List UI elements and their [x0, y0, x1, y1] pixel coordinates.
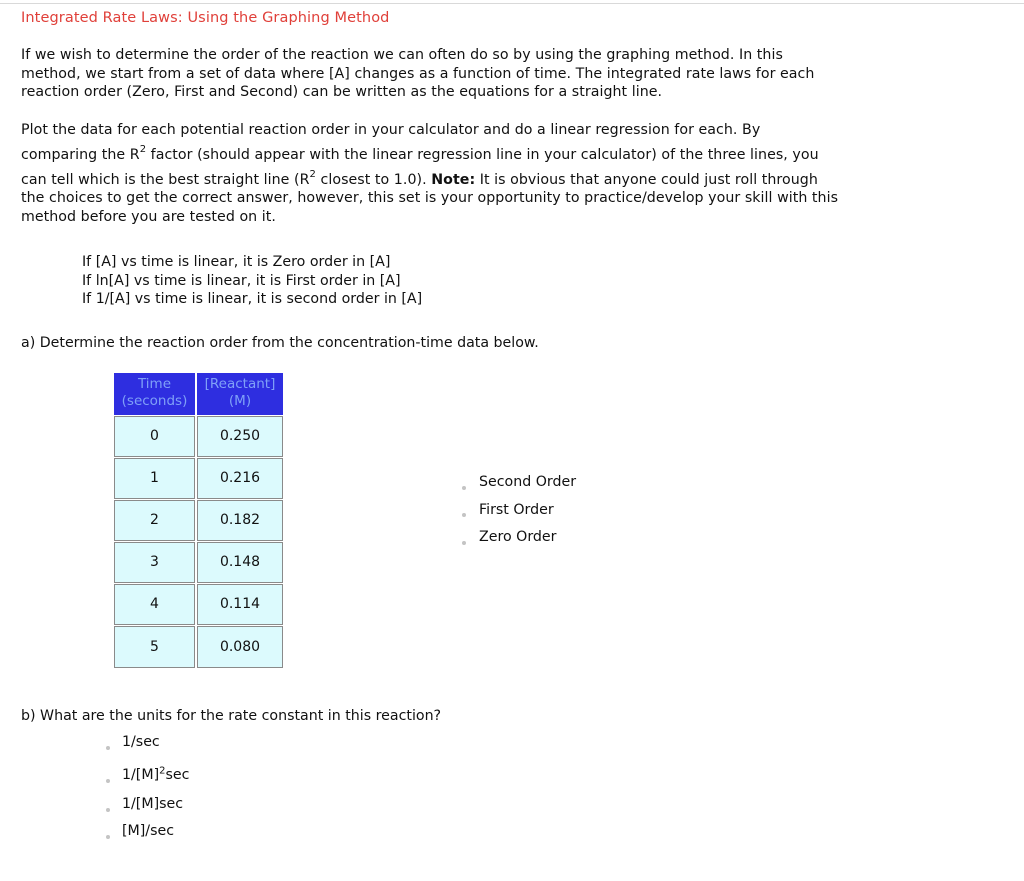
option-label[interactable]: Zero Order [479, 529, 557, 545]
option-label[interactable]: $1/[M]^2\sec$ [122, 765, 190, 783]
intro-line: reaction order (Zero, First and Second) can be written as the equations for a straight line. [21, 84, 663, 100]
table-header-reactant: [Reactant] (M) [197, 373, 283, 415]
table-cell-conc: 0.216 [197, 458, 283, 499]
note-label: Note: [431, 172, 476, 188]
table-cell-time: 0 [114, 416, 195, 457]
radio-button[interactable] [106, 835, 110, 839]
instructions-line: Plot the data for each potential reaction order in your calculator and do a linear regression for each. By [21, 122, 761, 138]
table-cell-time: 5 [114, 626, 195, 668]
table-cell-time: 4 [114, 584, 195, 625]
rule-zero-order: If [A] vs time is linear, it is Zero order in [A] [82, 254, 391, 270]
intro-line: method, we start from a set of data where [A] changes as a function of time. The integrated rate laws for each [21, 65, 815, 82]
table-cell-time: 3 [114, 542, 195, 583]
table-cell-conc: 0.182 [197, 500, 283, 541]
table-cell-conc: 0.148 [197, 542, 283, 583]
table-cell-conc: 0.250 [197, 416, 283, 457]
intro-line: If we wish to determine the order of the reaction we can often do so by using the graphing method. In this [21, 47, 783, 63]
top-divider [0, 3, 1024, 4]
option-label[interactable]: Second Order [479, 474, 577, 490]
instructions-line: the choices to get the correct answer, however, this set is your opportunity to practice/develop your skill with this [21, 190, 839, 206]
radio-button[interactable] [106, 779, 110, 783]
table-header-time: Time (seconds) [114, 373, 195, 415]
instructions-line: method before you are tested on it. [21, 208, 276, 225]
intro-paragraph [21, 46, 921, 102]
radio-button[interactable] [106, 746, 110, 750]
question-b-prompt: b) What are the units for the rate constant in this reaction? [21, 708, 442, 724]
radio-button[interactable] [462, 541, 466, 545]
table-cell-conc: 0.080 [197, 626, 283, 668]
table-cell-time: 1 [114, 458, 195, 499]
instructions-paragraph [21, 121, 921, 226]
rule-first-order: If ln[A] vs time is linear, it is First order in [A] [82, 272, 401, 289]
page-title: Integrated Rate Laws: Using the Graphing Method [21, 10, 390, 26]
radio-button[interactable] [462, 513, 466, 517]
option-label[interactable]: 1/sec [122, 734, 160, 750]
instructions-line: comparing the $R^2$ factor (should appear with the linear regression line in your calculator) of the three lines, you [21, 144, 819, 163]
option-label[interactable]: 1/[M]sec [122, 796, 184, 812]
instructions-line: can tell which is the best straight line ($R^2$ closest to 1.0). Note: It is obvious that anyone could just roll through [21, 169, 818, 188]
question-a-prompt: a) Determine the reaction order from the concentration-time data below. [21, 335, 539, 351]
option-label[interactable]: [M]/sec [122, 823, 175, 839]
table-cell-conc: 0.114 [197, 584, 283, 625]
option-label[interactable]: First Order [479, 502, 554, 518]
table-cell-time: 2 [114, 500, 195, 541]
rule-second-order: If 1/[A] vs time is linear, it is second order in [A] [82, 291, 423, 307]
radio-button[interactable] [462, 486, 466, 490]
radio-button[interactable] [106, 808, 110, 812]
order-rules [82, 253, 422, 309]
